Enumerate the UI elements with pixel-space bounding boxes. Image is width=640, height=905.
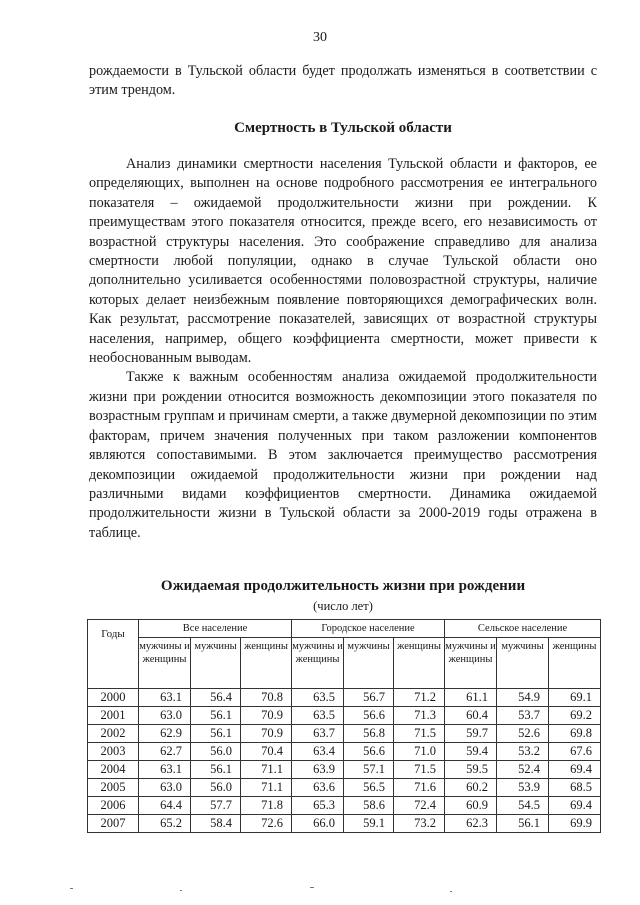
intro-paragraph-text: рождаемости в Тульской области будет продолжать изменяться в соответствии с этим трендом.: [89, 63, 597, 99]
value-cell: 63.7: [292, 725, 344, 743]
value-cell: 69.8: [549, 725, 601, 743]
value-cell: 56.6: [344, 707, 394, 725]
value-cell: 63.0: [139, 779, 191, 797]
table-row: [88, 707, 601, 725]
intro-paragraph: [89, 62, 597, 101]
value-cell: 63.4: [292, 743, 344, 761]
subheader-women: женщины: [394, 638, 445, 689]
year-cell: 2005: [88, 779, 139, 797]
value-cell: 72.6: [241, 815, 292, 833]
value-cell: 53.7: [497, 707, 549, 725]
value-cell: 53.2: [497, 743, 549, 761]
value-cell: 54.9: [497, 689, 549, 707]
value-cell: 65.2: [139, 815, 191, 833]
value-cell: 60.4: [445, 707, 497, 725]
subheader-both: мужчины и женщины: [445, 638, 497, 689]
value-cell: 56.0: [191, 779, 241, 797]
value-cell: 63.1: [139, 761, 191, 779]
value-cell: 64.4: [139, 797, 191, 815]
value-cell: 62.3: [445, 815, 497, 833]
life-expectancy-table: [87, 619, 601, 833]
value-cell: 58.6: [344, 797, 394, 815]
value-cell: 71.5: [394, 761, 445, 779]
value-cell: 65.3: [292, 797, 344, 815]
value-cell: 63.5: [292, 707, 344, 725]
value-cell: 69.9: [549, 815, 601, 833]
value-cell: 62.9: [139, 725, 191, 743]
year-cell: 2006: [88, 797, 139, 815]
value-cell: 56.1: [191, 761, 241, 779]
value-cell: 71.6: [394, 779, 445, 797]
subheader-men: мужчины: [497, 638, 549, 689]
value-cell: 69.1: [549, 689, 601, 707]
page-number: 30: [313, 30, 327, 45]
table-row: [88, 743, 601, 761]
year-cell: 2007: [88, 815, 139, 833]
value-cell: 59.4: [445, 743, 497, 761]
value-cell: 63.6: [292, 779, 344, 797]
scan-speck: [70, 888, 73, 889]
table-title: Ожидаемая продолжительность жизни при рождении: [160, 578, 526, 594]
value-cell: 71.1: [241, 779, 292, 797]
year-cell: 2002: [88, 725, 139, 743]
table-subtitle: (число лет): [313, 599, 373, 613]
value-cell: 63.5: [292, 689, 344, 707]
table-row: [88, 689, 601, 707]
value-cell: 69.2: [549, 707, 601, 725]
value-cell: 56.8: [344, 725, 394, 743]
table-header-row-sex: [88, 638, 601, 689]
table-row: [88, 797, 601, 815]
subheader-men: мужчины: [344, 638, 394, 689]
subheader-both: мужчины и женщины: [292, 638, 344, 689]
value-cell: 63.9: [292, 761, 344, 779]
value-cell: 68.5: [549, 779, 601, 797]
years-header: Годы: [88, 620, 139, 689]
value-cell: 71.8: [241, 797, 292, 815]
value-cell: 71.2: [394, 689, 445, 707]
table-row: [88, 761, 601, 779]
value-cell: 52.6: [497, 725, 549, 743]
value-cell: 60.2: [445, 779, 497, 797]
value-cell: 71.5: [394, 725, 445, 743]
value-cell: 73.2: [394, 815, 445, 833]
year-cell: 2003: [88, 743, 139, 761]
value-cell: 53.9: [497, 779, 549, 797]
value-cell: 59.7: [445, 725, 497, 743]
scan-speck: [180, 890, 182, 891]
value-cell: 56.7: [344, 689, 394, 707]
value-cell: 59.5: [445, 761, 497, 779]
subheader-women: женщины: [241, 638, 292, 689]
value-cell: 54.5: [497, 797, 549, 815]
value-cell: 56.6: [344, 743, 394, 761]
value-cell: 63.0: [139, 707, 191, 725]
value-cell: 56.1: [191, 707, 241, 725]
paragraph-mortality-analysis: Анализ динамики смертности населения Тульской области и факторов, ее определяющих, выполнен на основе подробного рассмотрения ее интегрального показателя – ожидаемой продолжительности жизни при рождении. К преимуществам этого показателя относится, прежде всего, его независимость от возрастной структуры населения. Это соображение справедливо для анализа смертности любой популяции, однако в случае Тульской области оно дополнительно усиливается особенностями половозрастной структуры, наличие которых делает неизбежным появление повторяющихся демографических волн. Как результат, рассмотрение показателей, зависящих от возрастной структуры населения, например, общего коэффициента смертности, может привести к необоснованным выводам.: [89, 156, 597, 367]
value-cell: 56.4: [191, 689, 241, 707]
value-cell: 71.1: [241, 761, 292, 779]
value-cell: 71.3: [394, 707, 445, 725]
subheader-men: мужчины: [191, 638, 241, 689]
value-cell: 70.9: [241, 707, 292, 725]
year-cell: 2000: [88, 689, 139, 707]
value-cell: 58.4: [191, 815, 241, 833]
table-row: [88, 815, 601, 833]
value-cell: 61.1: [445, 689, 497, 707]
subheader-women: женщины: [549, 638, 601, 689]
value-cell: 70.4: [241, 743, 292, 761]
scan-speck: [450, 891, 452, 892]
year-cell: 2004: [88, 761, 139, 779]
value-cell: 71.0: [394, 743, 445, 761]
value-cell: 69.4: [549, 797, 601, 815]
value-cell: 70.9: [241, 725, 292, 743]
value-cell: 57.7: [191, 797, 241, 815]
value-cell: 69.4: [549, 761, 601, 779]
table-row: [88, 725, 601, 743]
value-cell: 66.0: [292, 815, 344, 833]
body-text: [89, 155, 597, 543]
table-row: [88, 779, 601, 797]
value-cell: 56.5: [344, 779, 394, 797]
value-cell: 70.8: [241, 689, 292, 707]
table-header-row-groups: [88, 620, 601, 638]
section-title: Смертность в Тульской области: [234, 120, 452, 136]
value-cell: 56.0: [191, 743, 241, 761]
value-cell: 57.1: [344, 761, 394, 779]
value-cell: 56.1: [497, 815, 549, 833]
scan-speck: [310, 887, 314, 888]
value-cell: 59.1: [344, 815, 394, 833]
group-header-urban: Городское население: [292, 620, 445, 638]
subheader-both: мужчины и женщины: [139, 638, 191, 689]
value-cell: 60.9: [445, 797, 497, 815]
value-cell: 62.7: [139, 743, 191, 761]
year-cell: 2001: [88, 707, 139, 725]
group-header-all: Все население: [139, 620, 292, 638]
value-cell: 63.1: [139, 689, 191, 707]
value-cell: 56.1: [191, 725, 241, 743]
value-cell: 67.6: [549, 743, 601, 761]
paragraph-decomposition: Также к важным особенностям анализа ожидаемой продолжительности жизни при рождении относится возможность декомпозиции этого показателя по возрастным группам и причинам смерти, а также двумерной декомпозиции по этим факторам, причем значения полученных при таком разложении компонентов являются сопоставимыми. В этом заключается преимущество рассмотрения декомпозиции ожидаемой продолжительности жизни при рождении над различными видами коэффициентов смертности. Динамика ожидаемой продолжительности жизни в Тульской области за 2000-2019 годы отражена в таблице.: [89, 369, 597, 541]
value-cell: 52.4: [497, 761, 549, 779]
value-cell: 72.4: [394, 797, 445, 815]
group-header-rural: Сельское население: [445, 620, 601, 638]
